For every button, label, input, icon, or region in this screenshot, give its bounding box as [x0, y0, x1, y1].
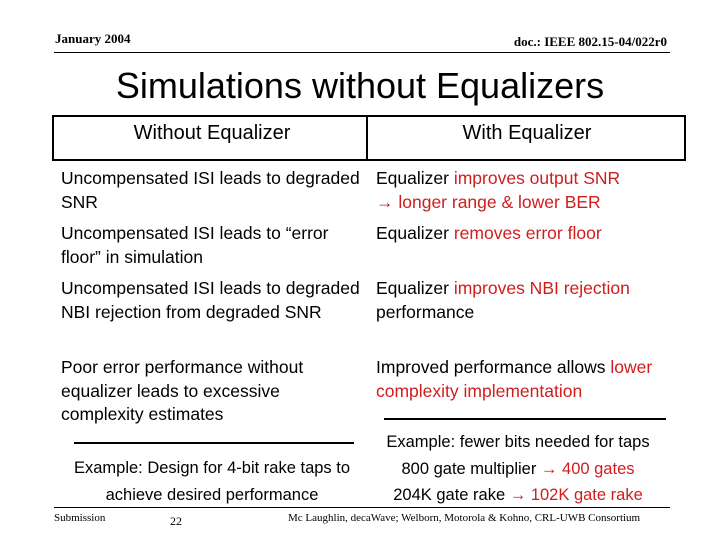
example-right-rule — [384, 418, 666, 420]
row-1-with-prefix: Equalizer — [376, 168, 454, 188]
row-1-with-highlight: improves output SNR — [453, 168, 621, 188]
example-right-line-2-prefix: 204K gate rake — [393, 486, 510, 504]
row-3-with-highlight: improves NBI rejection — [453, 278, 630, 298]
header-rule — [54, 52, 670, 53]
footer-submission: Submission — [54, 512, 106, 524]
row-3-without: Uncompensated ISI leads to degraded NBI rejection from degraded SNR — [61, 278, 360, 322]
row-2-with-highlight: removes error floor — [453, 223, 602, 243]
example-right-line-2-value: 102K gate rake — [530, 486, 643, 504]
example-right-title: Example: fewer bits needed for taps — [386, 433, 650, 451]
footer-rule — [54, 507, 670, 508]
header-doc-id: doc.: IEEE 802.15-04/022r0 — [513, 34, 667, 49]
row-4-with-highlight: lower complexity implementation — [376, 357, 653, 401]
row-3-with — [376, 277, 676, 324]
footer-authors: Mc Laughlin, decaWave; Welborn, Motorola & Kohno, CRL-UWB Consortium — [288, 512, 641, 524]
row-1-with — [376, 167, 676, 214]
row-4-with — [376, 356, 676, 403]
row-2-without: Uncompensated ISI leads to “error floor” in simulation — [61, 223, 329, 267]
example-right-line-1 — [402, 460, 635, 478]
row-1-without: Uncompensated ISI leads to degraded SNR — [61, 168, 360, 212]
column-header-with-equalizer: With Equalizer — [462, 122, 592, 144]
example-left-rule — [74, 442, 354, 444]
row-3-with-suffix: performance — [376, 301, 475, 322]
example-right-line-2 — [393, 486, 643, 504]
example-right-line-1-value: 400 gates — [562, 459, 635, 478]
column-header-without-equalizer: Without Equalizer — [133, 122, 291, 144]
header-date: January 2004 — [55, 31, 131, 46]
example-left: Example: Design for 4-bit rake taps to achieve desired performance — [73, 459, 351, 504]
row-4-with-prefix: Improved performance allows — [376, 357, 611, 377]
arrow-icon: → — [540, 459, 558, 478]
row-2-with-prefix: Equalizer — [376, 223, 454, 243]
arrow-icon: → — [376, 191, 394, 212]
arrow-icon: → — [509, 486, 527, 504]
row-4-without: Poor error performance without equalizer leads to excessive complexity estimates — [61, 357, 304, 424]
row-2-with — [376, 222, 676, 246]
row-3-with-prefix: Equalizer — [376, 278, 454, 298]
slide-title: Simulations without Equalizers — [115, 65, 605, 106]
footer-page-number: 22 — [170, 514, 182, 528]
example-right — [368, 429, 668, 509]
example-right-line-1-prefix: 800 gate multiplier — [401, 459, 541, 478]
row-1-with-highlight-2: longer range & lower BER — [393, 191, 601, 212]
